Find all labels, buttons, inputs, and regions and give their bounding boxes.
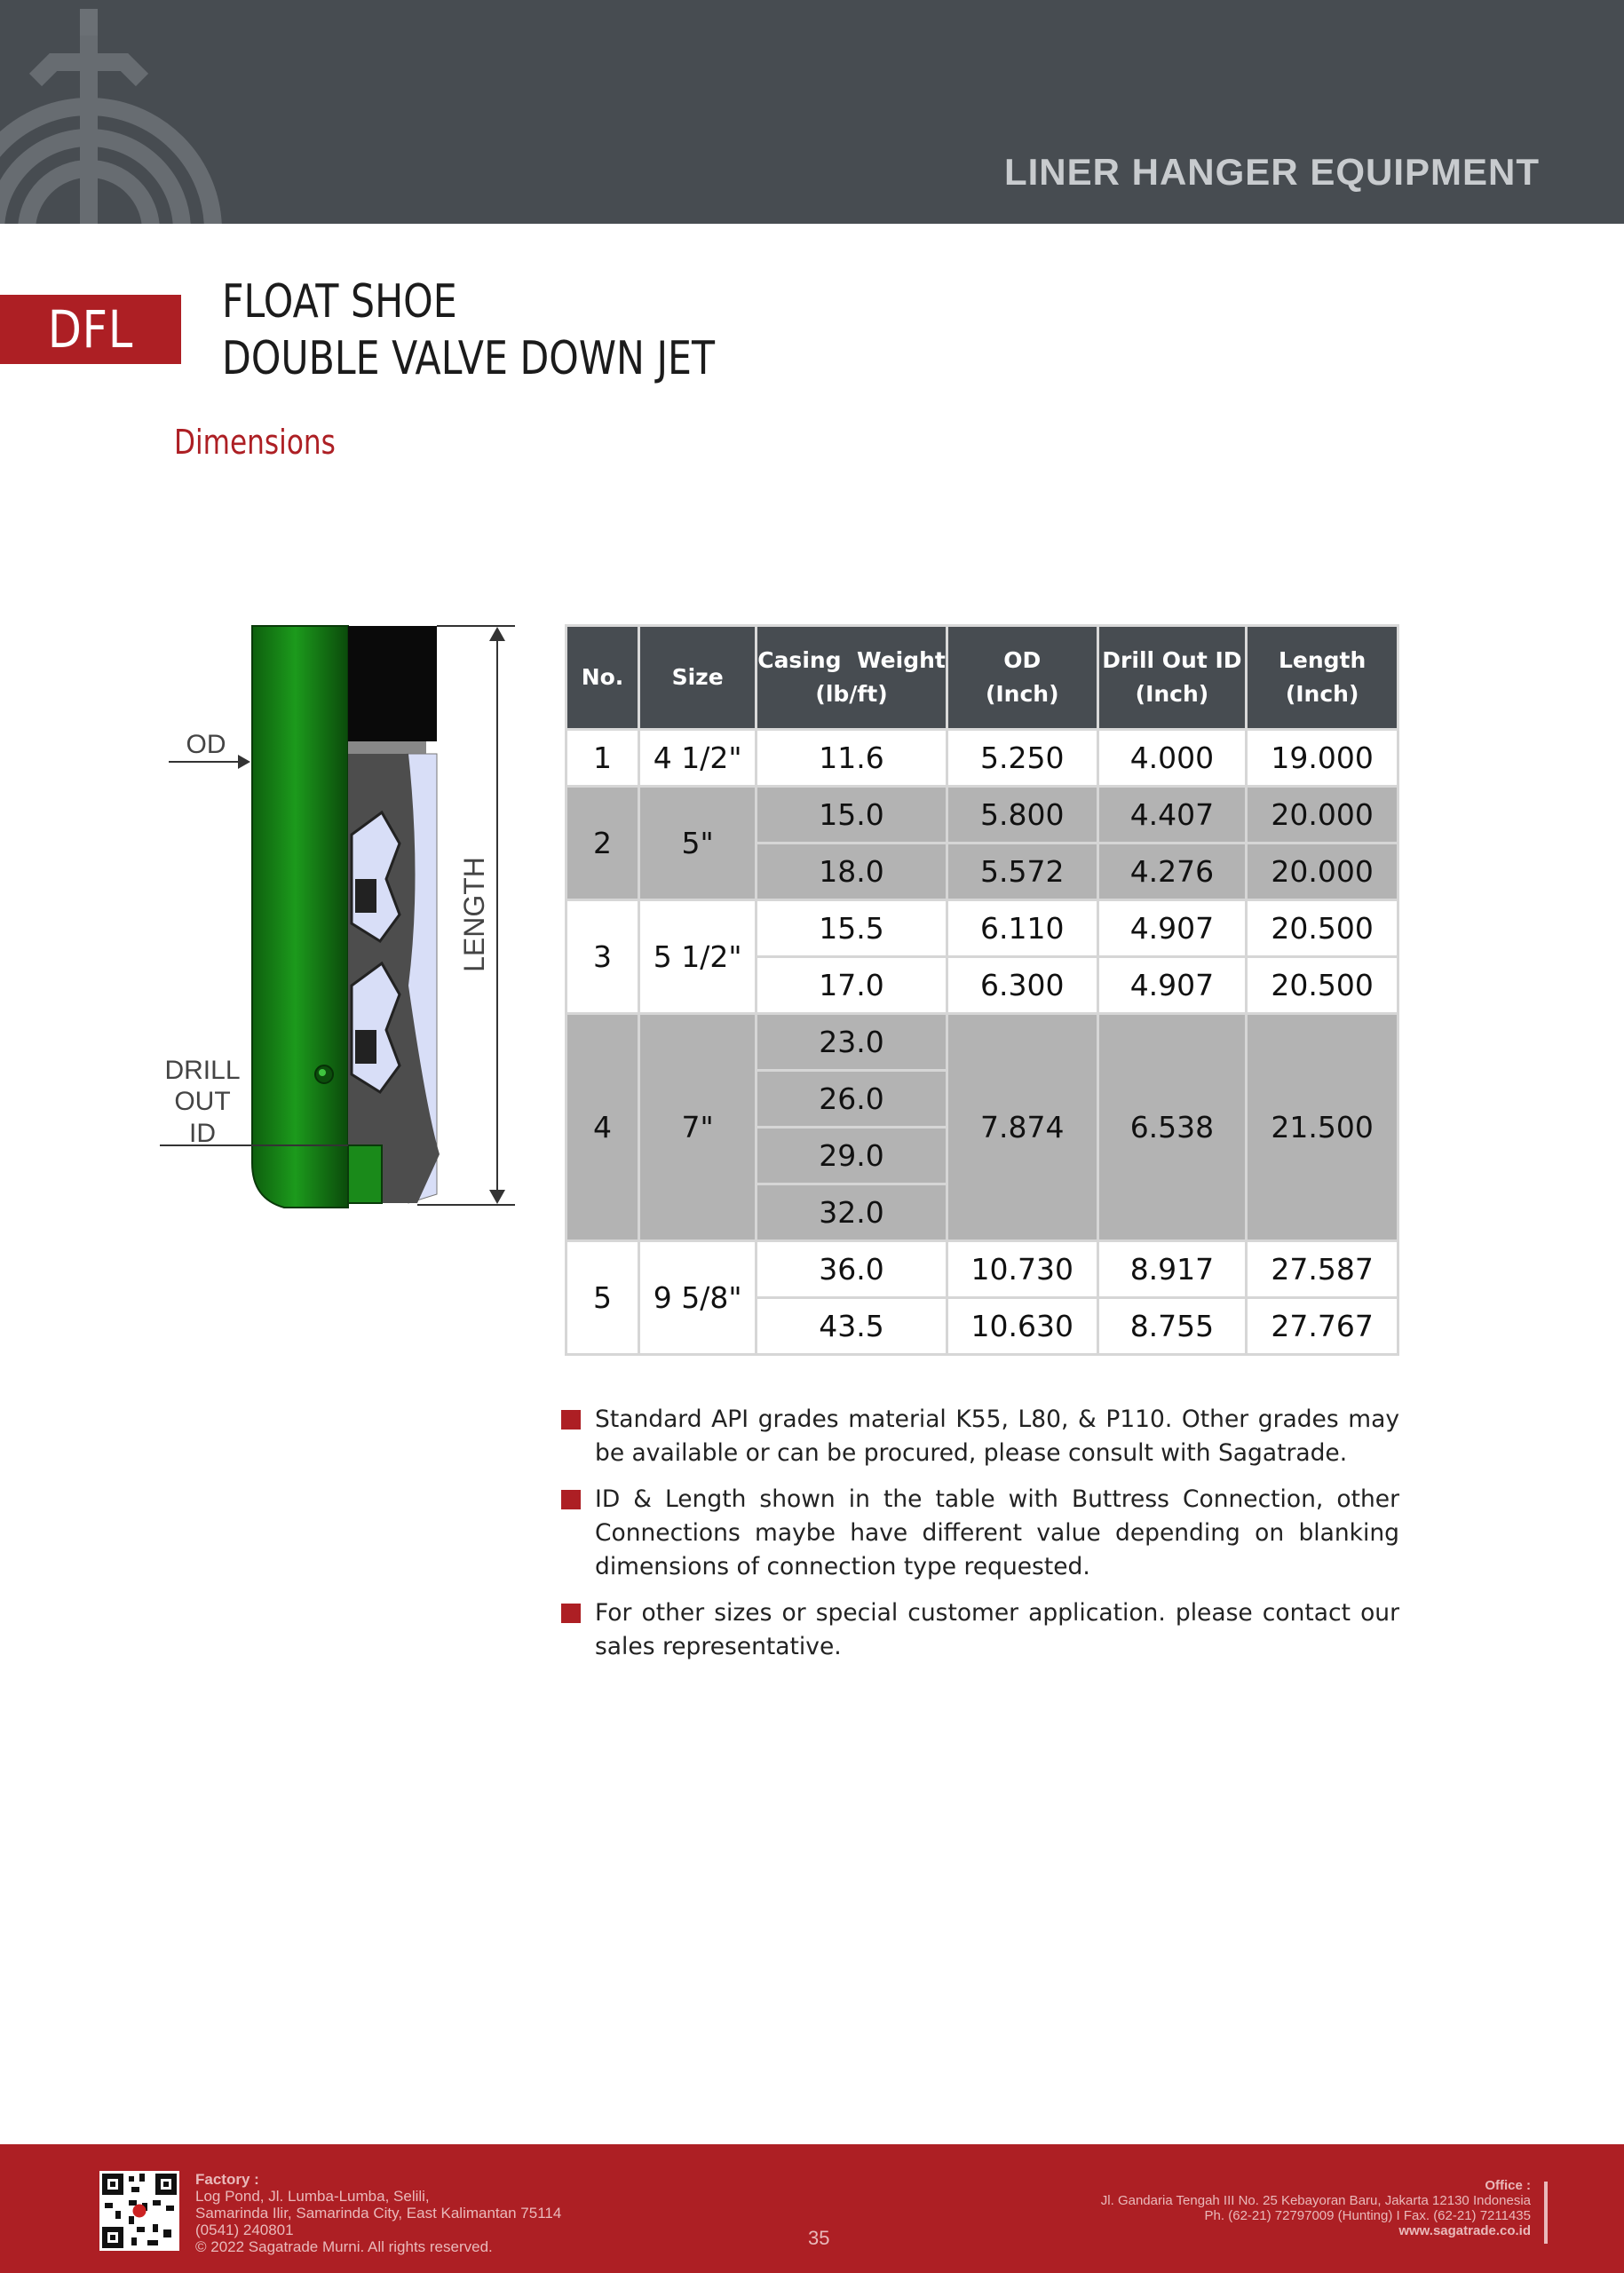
cell-drill: 4.000 [1097,730,1247,787]
cell-od: 7.874 [947,1014,1097,1241]
note-text: For other sizes or special customer application. please contact our sales representative. [595,1599,1399,1660]
cell-size: 5" [639,787,757,900]
bullet-square-icon [561,1604,581,1623]
product-code: DFL [47,299,134,360]
cell-od: 10.730 [947,1241,1097,1298]
float-shoe-drawing [142,613,533,1216]
product-code-badge [0,295,181,364]
thread-section [348,626,437,741]
header-section-title: LINER HANGER EQUIPMENT [1003,151,1540,193]
cell-weight: 32.0 [757,1184,947,1241]
bullet-square-icon [561,1490,581,1509]
cell-drill: 4.276 [1097,843,1247,900]
note-text: Standard API grades material K55, L80, & P110. Other grades may be available or can be procured, please consult with Sagatrade. [595,1406,1399,1467]
header-drill-out-id [1097,626,1247,730]
note-item [561,1483,1399,1584]
factory-address-line2: Samarinda Ilir, Samarinda City, East Kalimantan 75114 [195,2205,562,2222]
cell-length: 19.000 [1247,730,1398,787]
company-logo-watermark [0,0,231,224]
dimensions-heading: Dimensions [174,423,336,462]
note-item [561,1596,1399,1664]
header-length [1247,626,1398,730]
header-size [639,626,757,730]
cell-weight: 29.0 [757,1128,947,1184]
table-row [566,1241,1398,1298]
product-title [222,273,715,387]
cell-size: 7" [639,1014,757,1241]
table-row [566,787,1398,843]
table-row [566,1014,1398,1071]
cell-od: 5.250 [947,730,1097,787]
cell-weight: 26.0 [757,1071,947,1128]
header-od-line2: (Inch) [985,681,1059,707]
id-label: ID [189,1119,216,1148]
office-label: Office : [1485,2178,1531,2193]
cell-weight: 15.0 [757,787,947,843]
header-casing-weight [757,626,947,730]
cell-weight: 11.6 [757,730,947,787]
note-item [561,1403,1399,1470]
cell-drill: 6.538 [1097,1014,1247,1241]
footer-divider [1544,2182,1548,2244]
cell-no: 5 [566,1241,639,1355]
copyright: © 2022 Sagatrade Murni. All rights reserved. [195,2238,493,2255]
header-casing-line1: Casing Weight [757,647,946,673]
factory-address-line1: Log Pond, Jl. Lumba-Lumba, Selili, [195,2188,430,2205]
cell-length: 20.500 [1247,900,1398,957]
header-no-label: No. [581,664,624,690]
notes-list [561,1403,1399,1676]
page-number: 35 [808,2227,830,2249]
cell-od: 10.630 [947,1298,1097,1355]
factory-label: Factory : [195,2171,259,2188]
header-drill-line2: (Inch) [1135,681,1209,707]
product-title-line1: FLOAT SHOE [222,275,457,329]
cell-length: 20.000 [1247,843,1398,900]
header-casing-line2: (lb/ft) [815,681,888,707]
length-label: LENGTH [458,857,490,972]
header-od [947,626,1097,730]
page-footer [0,2144,1624,2273]
header-od-line1: OD [1003,647,1042,673]
out-label: OUT [174,1087,231,1116]
header-length-line2: (Inch) [1285,681,1359,707]
header-drill-line1: Drill Out ID [1102,647,1242,673]
cell-drill: 8.755 [1097,1298,1247,1355]
cell-od: 5.572 [947,843,1097,900]
cell-length: 20.500 [1247,957,1398,1014]
factory-info [195,2171,561,2255]
cell-drill: 8.917 [1097,1241,1247,1298]
cell-no: 2 [566,787,639,900]
table-row [566,730,1398,787]
page-header [0,0,1624,224]
shoe-body [252,626,348,1208]
cell-size: 4 1/2" [639,730,757,787]
cell-od: 6.110 [947,900,1097,957]
qr-code-icon[interactable] [99,2171,179,2251]
cell-od: 5.800 [947,787,1097,843]
product-title-line2: DOUBLE VALVE DOWN JET [222,332,716,385]
cell-weight: 23.0 [757,1014,947,1071]
cell-no: 1 [566,730,639,787]
website-link[interactable]: www.sagatrade.co.id [1398,2223,1531,2238]
od-label: OD [186,730,226,759]
cell-length: 27.587 [1247,1241,1398,1298]
dimensions-table [565,624,1399,1356]
cell-weight: 15.5 [757,900,947,957]
cell-size: 5 1/2" [639,900,757,1014]
table-header-row [566,626,1398,730]
note-text: ID & Length shown in the table with Buttress Connection, other Connections maybe have different value depending on blanking dimensions of connection type requested. [595,1485,1399,1580]
cell-no: 3 [566,900,639,1014]
cell-od: 6.300 [947,957,1097,1014]
table-row [566,900,1398,957]
cell-length: 27.767 [1247,1298,1398,1355]
cell-weight: 43.5 [757,1298,947,1355]
drill-label: DRILL [164,1056,241,1085]
cell-drill: 4.907 [1097,900,1247,957]
cell-length: 21.500 [1247,1014,1398,1241]
office-address: Jl. Gandaria Tengah III No. 25 Kebayoran Baru, Jakarta 12130 Indonesia [1100,2193,1531,2208]
cell-weight: 17.0 [757,957,947,1014]
cell-weight: 36.0 [757,1241,947,1298]
cell-weight: 18.0 [757,843,947,900]
cell-size: 9 5/8" [639,1241,757,1355]
cell-drill: 4.407 [1097,787,1247,843]
bullet-square-icon [561,1410,581,1430]
factory-phone: (0541) 240801 [195,2222,294,2238]
cell-drill: 4.907 [1097,957,1247,1014]
header-length-line1: Length [1278,647,1367,673]
header-no [566,626,639,730]
office-info [1101,2178,1531,2238]
office-phone: Ph. (62-21) 72797009 (Hunting) I Fax. (62-21) 7211435 [1204,2208,1531,2223]
cell-length: 20.000 [1247,787,1398,843]
header-size-label: Size [671,664,724,690]
cell-no: 4 [566,1014,639,1241]
